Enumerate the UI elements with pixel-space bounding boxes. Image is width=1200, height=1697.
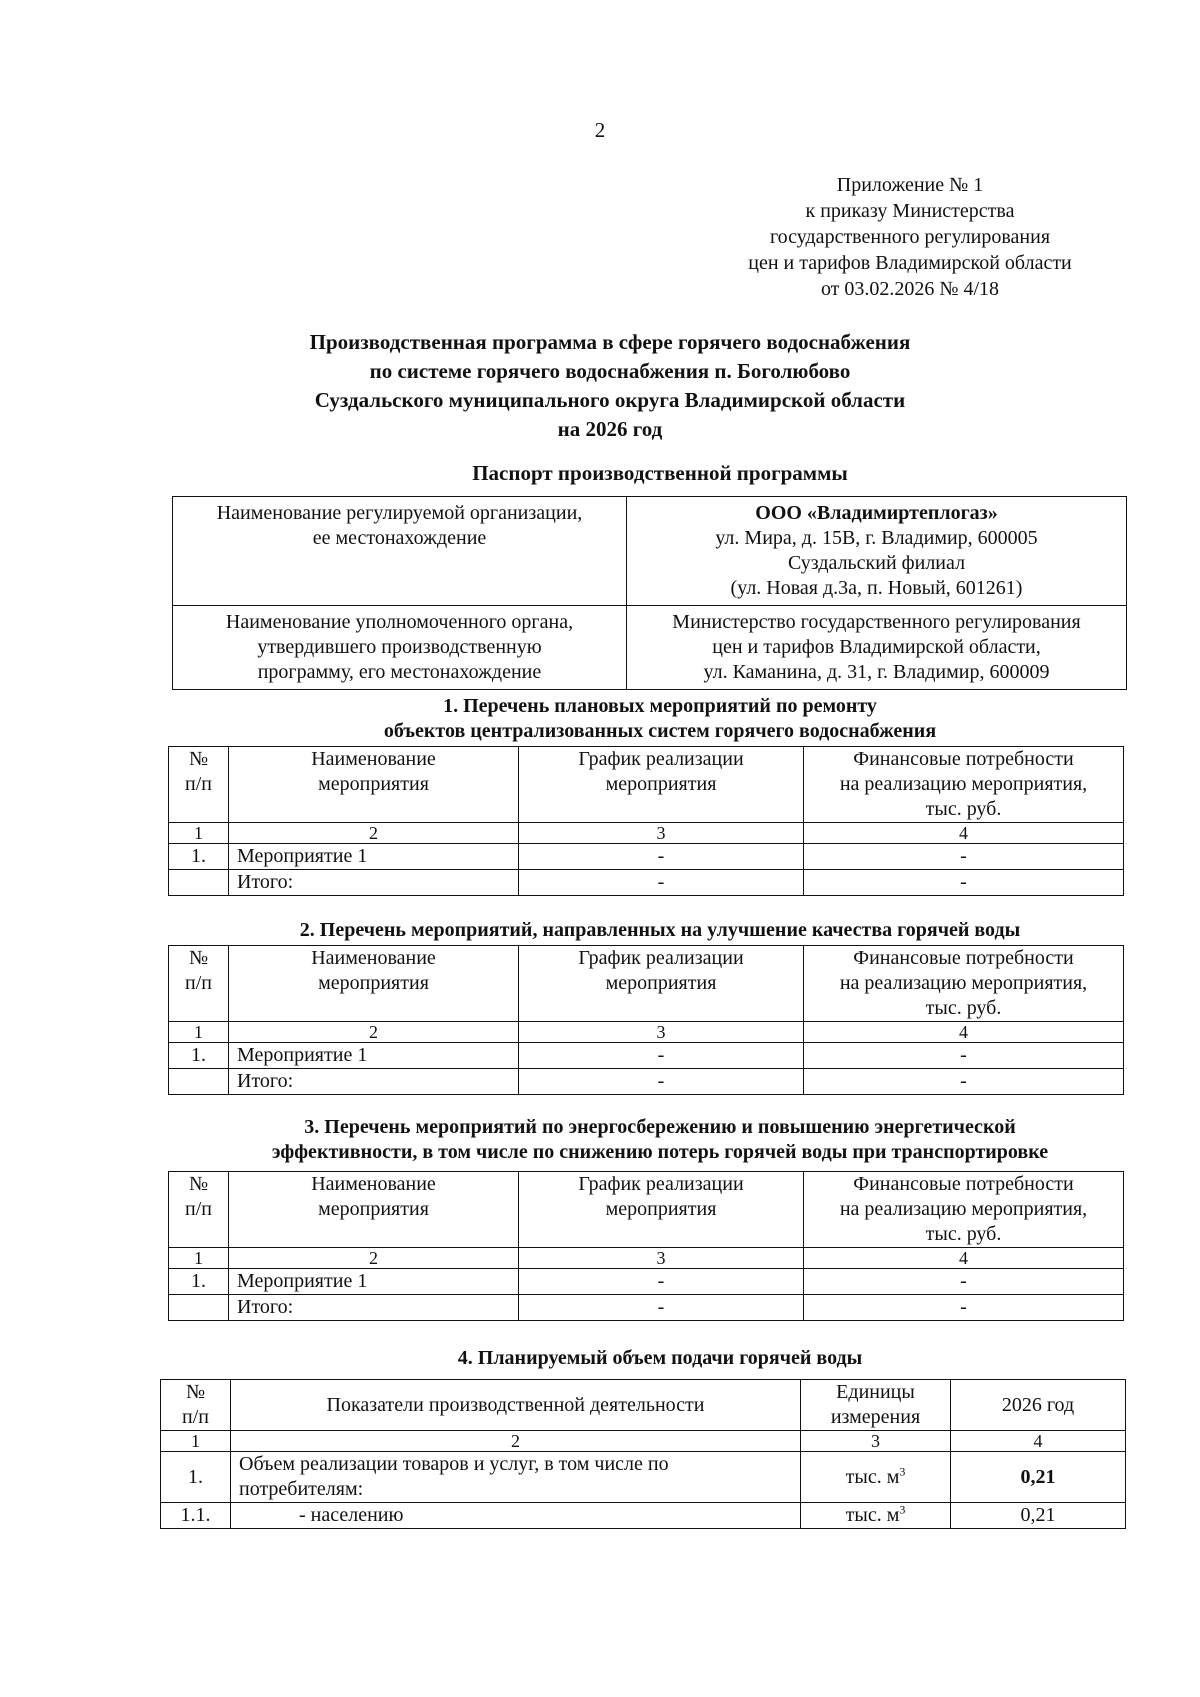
header-num (161, 1380, 231, 1431)
section-4-table (160, 1379, 1126, 1529)
header-line: Единицы (836, 1381, 915, 1403)
table-header-row (169, 1172, 1124, 1248)
header-name (229, 946, 519, 1022)
header-line: мероприятия (318, 1198, 429, 1220)
col-number: 2 (229, 1022, 519, 1043)
section-title-line: 4. Планируемый объем подачи горячей воды (457, 1347, 863, 1369)
header-line: График реализации (578, 947, 744, 969)
row-num: 1. (169, 1269, 229, 1295)
column-number-row (169, 1022, 1124, 1043)
header-line: тыс. руб. (925, 1223, 1002, 1245)
col-number: 4 (804, 1248, 1124, 1269)
table-row (169, 1269, 1124, 1295)
table-header-row (169, 946, 1124, 1022)
passport-label-cell (173, 497, 627, 606)
row-schedule: - (519, 870, 804, 896)
passport-label-line: утвердившего производственную (257, 636, 542, 658)
col-number: 4 (951, 1431, 1126, 1452)
row-num: 1. (161, 1452, 231, 1503)
col-number: 3 (801, 1431, 951, 1452)
row-num (169, 870, 229, 896)
row-name-line: Объем реализации товаров и услуг, в том числе по (239, 1453, 669, 1475)
row-name: Итого: (229, 870, 519, 896)
unit-text: тыс. м (845, 1504, 900, 1526)
header-line: п/п (185, 972, 212, 994)
unit-superscript: 3 (899, 1502, 906, 1517)
col-number: 3 (519, 823, 804, 844)
column-number-row (161, 1431, 1126, 1452)
passport-row-authority (173, 606, 1127, 690)
header-line: Финансовые потребности (853, 748, 1074, 770)
title-line: по системе горячего водоснабжения п. Боголюбово (369, 359, 851, 383)
appendix-block (700, 172, 1120, 302)
header-line: тыс. руб. (925, 798, 1002, 820)
passport-value-line: цен и тарифов Владимирской области, (712, 636, 1041, 658)
passport-value-line: Министерство государственного регулирования (672, 611, 1081, 633)
unit-superscript: 3 (899, 1463, 906, 1478)
header-line: № (188, 947, 209, 969)
header-line: График реализации (578, 1173, 744, 1195)
passport-label-line: программу, его местонахождение (257, 661, 542, 683)
col-number: 2 (229, 823, 519, 844)
section-title-line: 2. Перечень мероприятий, направленных на улучшение качества горячей воды (299, 919, 1021, 941)
passport-value-cell (627, 606, 1127, 690)
header-name (229, 1172, 519, 1248)
row-name: Мероприятие 1 (229, 1043, 519, 1069)
col-number: 1 (169, 1248, 229, 1269)
col-number: 2 (229, 1248, 519, 1269)
header-schedule (519, 747, 804, 823)
passport-value-line: Суздальский филиал (787, 552, 966, 574)
title-line: Суздальского муниципального округа Владимирской области (314, 388, 906, 412)
section-2-title (160, 918, 1160, 943)
title-line: на 2026 год (557, 417, 663, 441)
section-4-title (160, 1346, 1160, 1371)
total-row (169, 1069, 1124, 1095)
header-line: измерения (830, 1406, 921, 1428)
row-finance: - (804, 844, 1124, 870)
header-line: мероприятия (318, 972, 429, 994)
header-line: Наименование (311, 947, 436, 969)
passport-label-line: ее местонахождение (312, 527, 487, 549)
header-line: на реализацию мероприятия, (839, 972, 1088, 994)
header-line: № (188, 1173, 209, 1195)
row-schedule: - (519, 1269, 804, 1295)
row-name: Итого: (229, 1295, 519, 1321)
col-number: 4 (804, 823, 1124, 844)
appendix-line: государственного регулирования (769, 226, 1051, 248)
header-line: мероприятия (605, 972, 717, 994)
organization-name: ООО «Владимиртеплогаз» (755, 502, 998, 524)
passport-value-cell (627, 497, 1127, 606)
col-number: 4 (804, 1022, 1124, 1043)
col-number: 3 (519, 1022, 804, 1043)
table-row (169, 844, 1124, 870)
header-line: График реализации (578, 748, 744, 770)
section-3-title (160, 1115, 1160, 1165)
row-schedule: - (519, 1043, 804, 1069)
row-num (169, 1069, 229, 1095)
header-num (169, 946, 229, 1022)
passport-table (172, 496, 1127, 690)
passport-label-line: Наименование регулируемой организации, (216, 502, 583, 524)
appendix-line: от 03.02.2026 № 4/18 (820, 278, 1000, 300)
row-finance: - (804, 1069, 1124, 1095)
row-schedule: - (519, 844, 804, 870)
row-finance: - (804, 1295, 1124, 1321)
passport-label-line: Наименование уполномоченного органа, (225, 611, 574, 633)
passport-value-line: ул. Каманина, д. 31, г. Владимир, 600009 (703, 661, 1050, 683)
row-num (169, 1295, 229, 1321)
section-title-line: 1. Перечень плановых мероприятий по ремонту (443, 695, 877, 717)
row-name-line: потребителям: (239, 1478, 364, 1500)
col-number: 1 (161, 1431, 231, 1452)
row-name: Итого: (229, 1069, 519, 1095)
row-unit (801, 1452, 951, 1503)
section-1-title (160, 694, 1160, 744)
total-row (169, 870, 1124, 896)
header-line: Финансовые потребности (853, 1173, 1074, 1195)
header-name (229, 747, 519, 823)
col-number: 1 (169, 823, 229, 844)
header-indicator: Показатели производственной деятельности (231, 1380, 801, 1431)
passport-label-cell (173, 606, 627, 690)
row-finance: - (804, 1043, 1124, 1069)
row-num: 1. (169, 844, 229, 870)
header-line: Наименование (311, 748, 436, 770)
header-line: на реализацию мероприятия, (839, 1198, 1088, 1220)
header-line: п/п (182, 1406, 209, 1428)
row-finance: - (804, 870, 1124, 896)
appendix-line: к приказу Министерства (805, 200, 1015, 222)
appendix-line: цен и тарифов Владимирской области (748, 252, 1072, 274)
header-num (169, 1172, 229, 1248)
header-finance (804, 747, 1124, 823)
column-number-row (169, 823, 1124, 844)
header-line: мероприятия (318, 773, 429, 795)
header-line: п/п (185, 1198, 212, 1220)
header-line: Наименование (311, 1173, 436, 1195)
header-schedule (519, 946, 804, 1022)
row-value: 0,21 (951, 1452, 1126, 1503)
row-num: 1. (169, 1043, 229, 1069)
row-name (231, 1452, 801, 1503)
row-value: 0,21 (951, 1503, 1126, 1529)
row-name: Мероприятие 1 (229, 844, 519, 870)
header-year: 2026 год (951, 1380, 1126, 1431)
row-name: - населению (231, 1503, 801, 1529)
header-line: № (188, 748, 209, 770)
section-title-line: объектов централизованных систем горячего водоснабжения (383, 720, 937, 742)
row-schedule: - (519, 1069, 804, 1095)
row-name: Мероприятие 1 (229, 1269, 519, 1295)
column-number-row (169, 1248, 1124, 1269)
section-1-table (168, 746, 1124, 896)
table-row (161, 1503, 1126, 1529)
document-title (180, 328, 1040, 444)
passport-row-organization (173, 497, 1127, 606)
header-num (169, 747, 229, 823)
section-title-line: эффективности, в том числе по снижению потерь горячей воды при транспортировке (271, 1141, 1049, 1163)
header-finance (804, 946, 1124, 1022)
passport-heading: Паспорт производственной программы (472, 461, 848, 485)
table-header-row (161, 1380, 1126, 1431)
header-line: мероприятия (605, 1198, 717, 1220)
header-line: мероприятия (605, 773, 717, 795)
header-line: Финансовые потребности (853, 947, 1074, 969)
title-line: Производственная программа в сфере горячего водоснабжения (309, 330, 911, 354)
row-unit (801, 1503, 951, 1529)
row-num: 1.1. (161, 1503, 231, 1529)
col-number: 2 (231, 1431, 801, 1452)
header-schedule (519, 1172, 804, 1248)
appendix-line: Приложение № 1 (836, 174, 984, 196)
col-number: 1 (169, 1022, 229, 1043)
unit-text: тыс. м (845, 1465, 900, 1488)
header-line: тыс. руб. (925, 997, 1002, 1019)
table-header-row (169, 747, 1124, 823)
header-line: п/п (185, 773, 212, 795)
section-3-table (168, 1171, 1124, 1321)
passport-value-line: ул. Мира, д. 15В, г. Владимир, 600005 (715, 527, 1038, 549)
section-title-line: 3. Перечень мероприятий по энергосбережению и повышению энергетической (304, 1116, 1016, 1138)
section-2-table (168, 945, 1124, 1095)
page-number: 2 (594, 118, 606, 142)
table-row (169, 1043, 1124, 1069)
table-row (161, 1452, 1126, 1503)
header-line: № (185, 1381, 206, 1403)
col-number: 3 (519, 1248, 804, 1269)
row-finance: - (804, 1269, 1124, 1295)
header-finance (804, 1172, 1124, 1248)
header-line: на реализацию мероприятия, (839, 773, 1088, 795)
total-row (169, 1295, 1124, 1321)
passport-value-line: (ул. Новая д.3а, п. Новый, 601261) (730, 577, 1023, 599)
header-unit (801, 1380, 951, 1431)
row-schedule: - (519, 1295, 804, 1321)
